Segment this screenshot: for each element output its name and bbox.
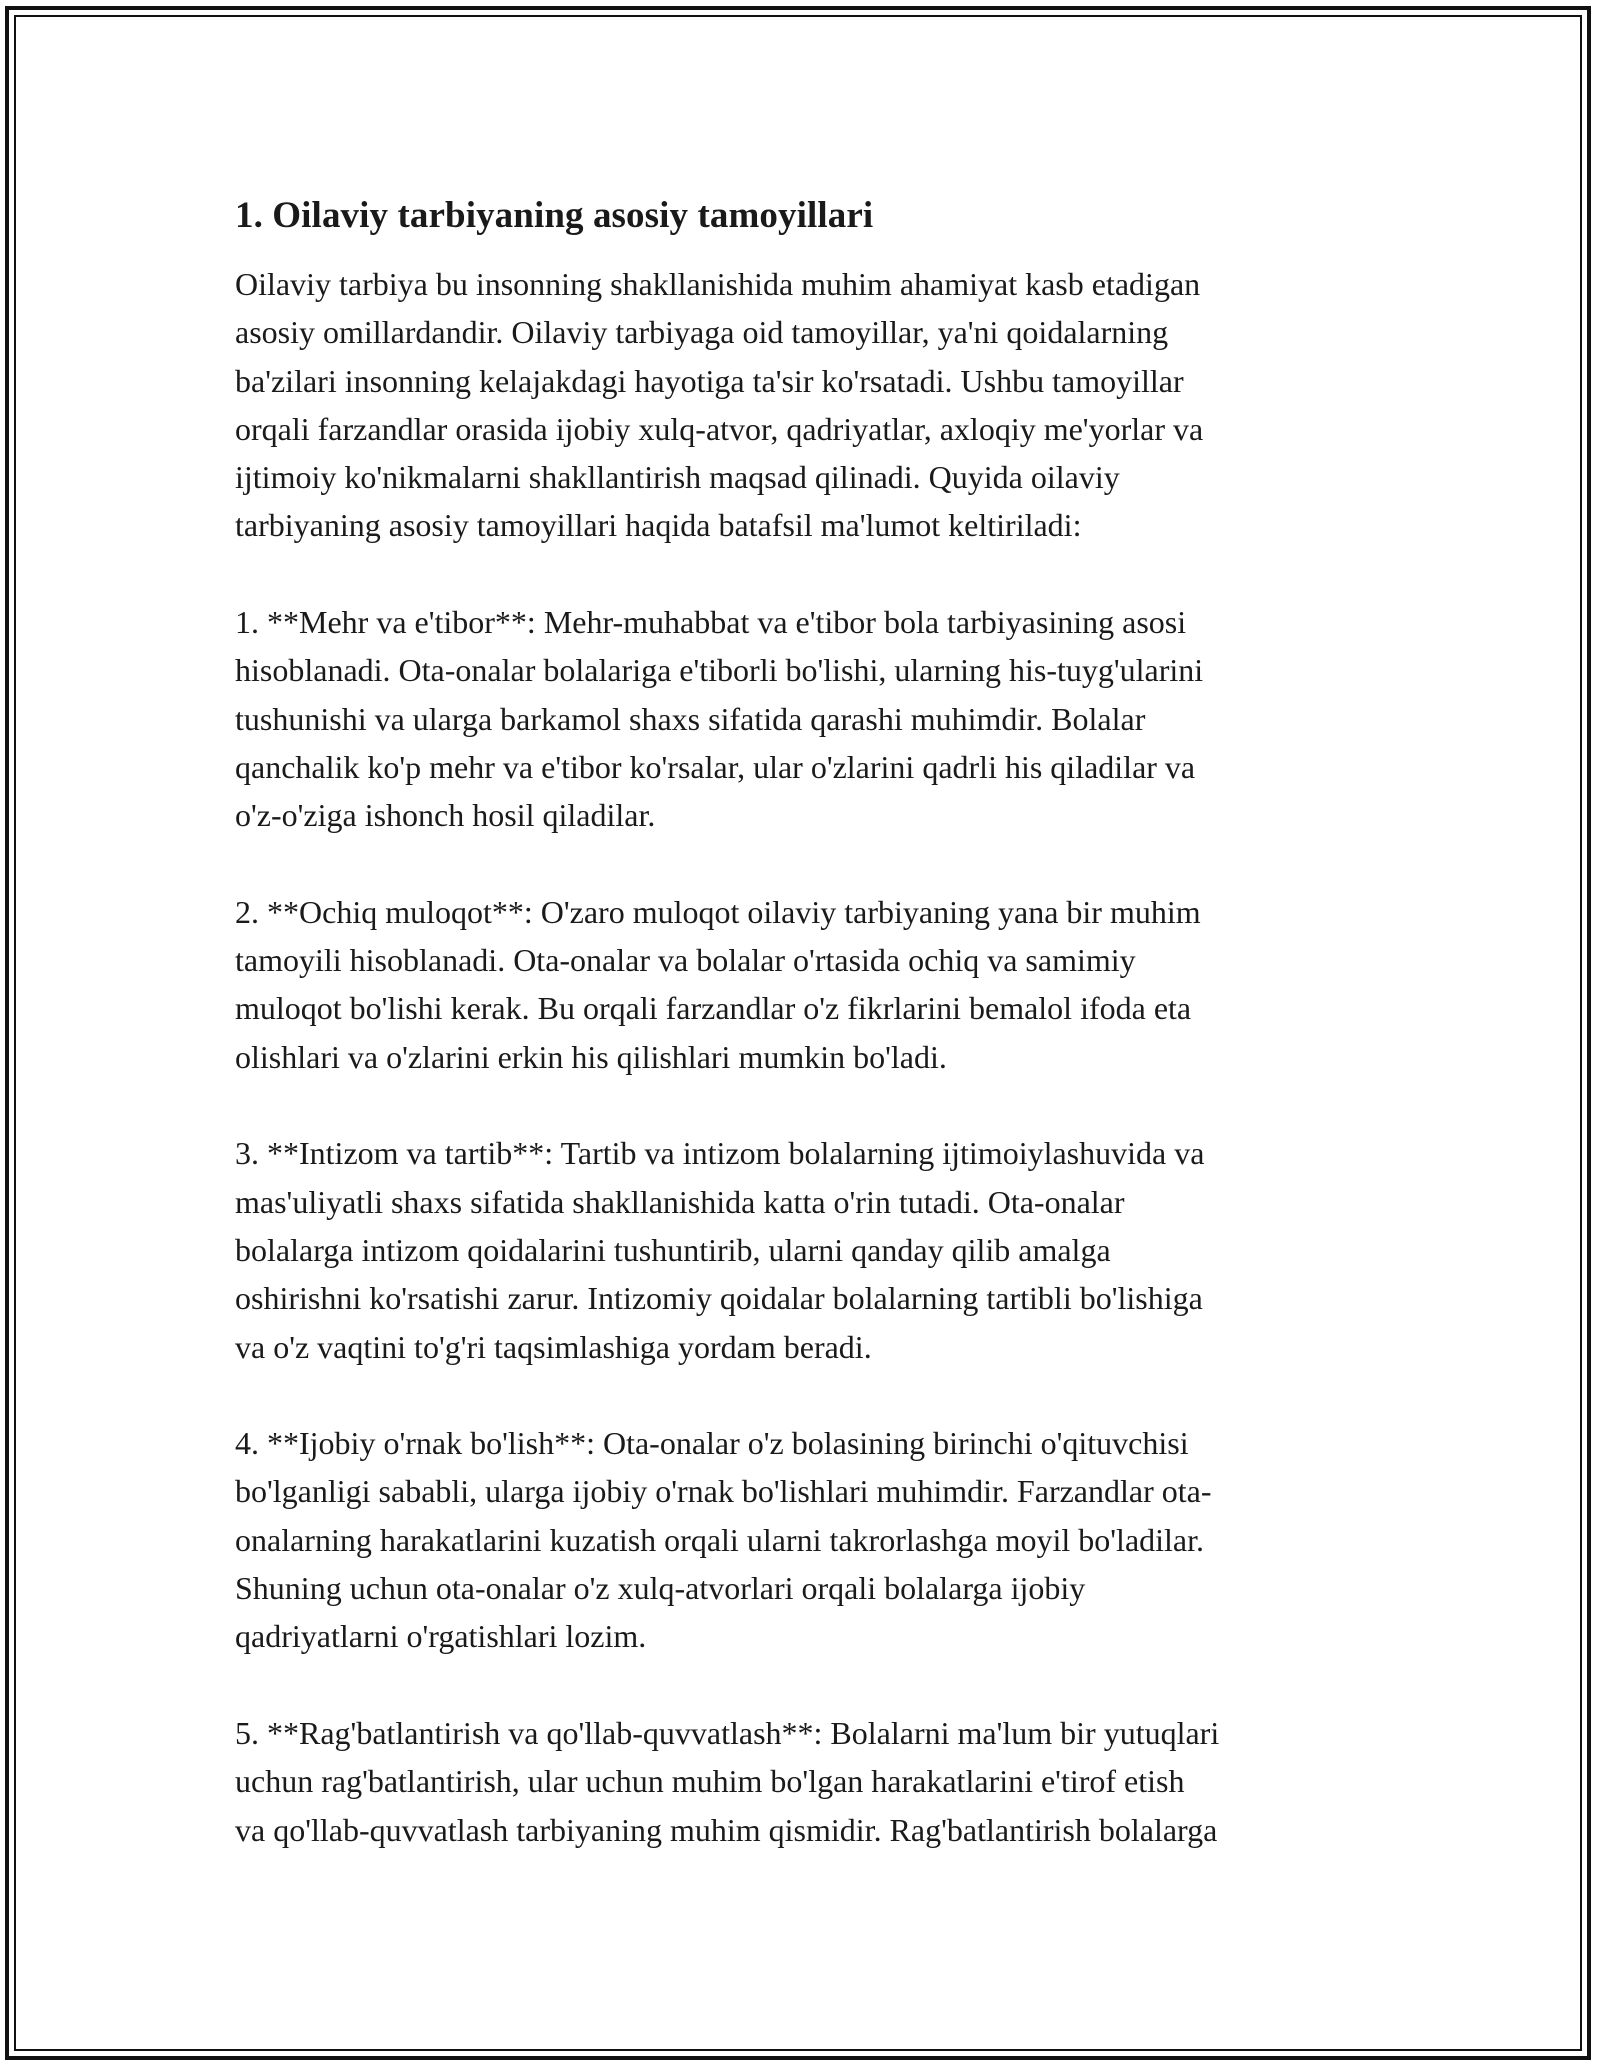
principle-paragraph-3: 3. **Intizom va tartib**: Tartib va intizom bolalarning ijtimoiylashuvida va mas'uliyatli shaxs sifatida shakllanishida katta o'rin tutadi. Ota-onalar bolalarga intizom qoidalarini tushuntirib, ularni qanday qilib amalga oshirishni ko'rsatishi zarur. Intizomiy qoidalar bolalarning tartibli bo'lishiga va o'z vaqtini to'g'ri taqsimlashiga yordam beradi. (235, 1135, 1205, 1365)
section-heading: 1. Oilaviy tarbiyaning asosiy tamoyillari (235, 195, 874, 236)
principle-paragraph-1: 1. **Mehr va e'tibor**: Mehr-muhabbat va e'tibor bola tarbiyasining asosi hisoblanadi. Ota-onalar bolalariga e'tiborli bo'lishi, ularning his-tuyg'ularini tushunishi va ularga barkamol shaxs sifatida qarashi muhimdir. Bolalar qanchalik ko'p mehr va e'tibor ko'rsalar, ular o'zlarini qadrli his qiladilar va o'z-o'ziga ishonch hosil qiladilar. (235, 604, 1204, 834)
intro-paragraph: Oilaviy tarbiya bu insonning shakllanishida muhim ahamiyat kasb etadigan asosiy omillardandir. Oilaviy tarbiyaga oid tamoyillar, ya'ni qoidalarning ba'zilari insonning kelajakdagi hayotiga ta'sir ko'rsatadi. Ushbu tamoyillar orqali farzandlar orasida ijobiy xulq-atvor, qadriyatlar, axloqiy me'yorlar va ijtimoiy ko'nikmalarni shakllantirish maqsad qilinadi. Quyida oilaviy tarbiyaning asosiy tamoyillari haqida batafsil ma'lumot keltiriladi: (235, 266, 1204, 544)
principle-paragraph-5: 5. **Rag'batlantirish va qo'llab-quvvatlash**: Bolalarni ma'lum bir yutuqlari uchun rag'batlantirish, ular uchun muhim bo'lgan harakatlarini e'tirof etish va qo'llab-quvvatlash tarbiyaning muhim qismidir. Rag'batlantirish bolalarga (235, 1714, 1220, 1848)
document-body (235, 186, 1375, 1902)
principle-paragraph-4: 4. **Ijobiy o'rnak bo'lish**: Ota-onalar o'z bolasining birinchi o'qituvchisi bo'lganligi sababli, ularga ijobiy o'rnak bo'lishlari muhimdir. Farzandlar ota- onalarning harakatlarini kuzatish orqali ularni takrorlashga moyil bo'ladilar. Shuning uchun ota-onalar o'z xulq-atvorlari orqali bolalarga ijobiy qadriyatlarni o'rgatishlari lozim. (235, 1425, 1212, 1655)
principle-paragraph-2: 2. **Ochiq muloqot**: O'zaro muloqot oilaviy tarbiyaning yana bir muhim tamoyili hisoblanadi. Ota-onalar va bolalar o'rtasida ochiq va samimiy muloqot bo'lishi kerak. Bu orqali farzandlar o'z fikrlarini bemalol ifoda eta olishlari va o'zlarini erkin his qilishlari mumkin bo'ladi. (235, 893, 1201, 1075)
